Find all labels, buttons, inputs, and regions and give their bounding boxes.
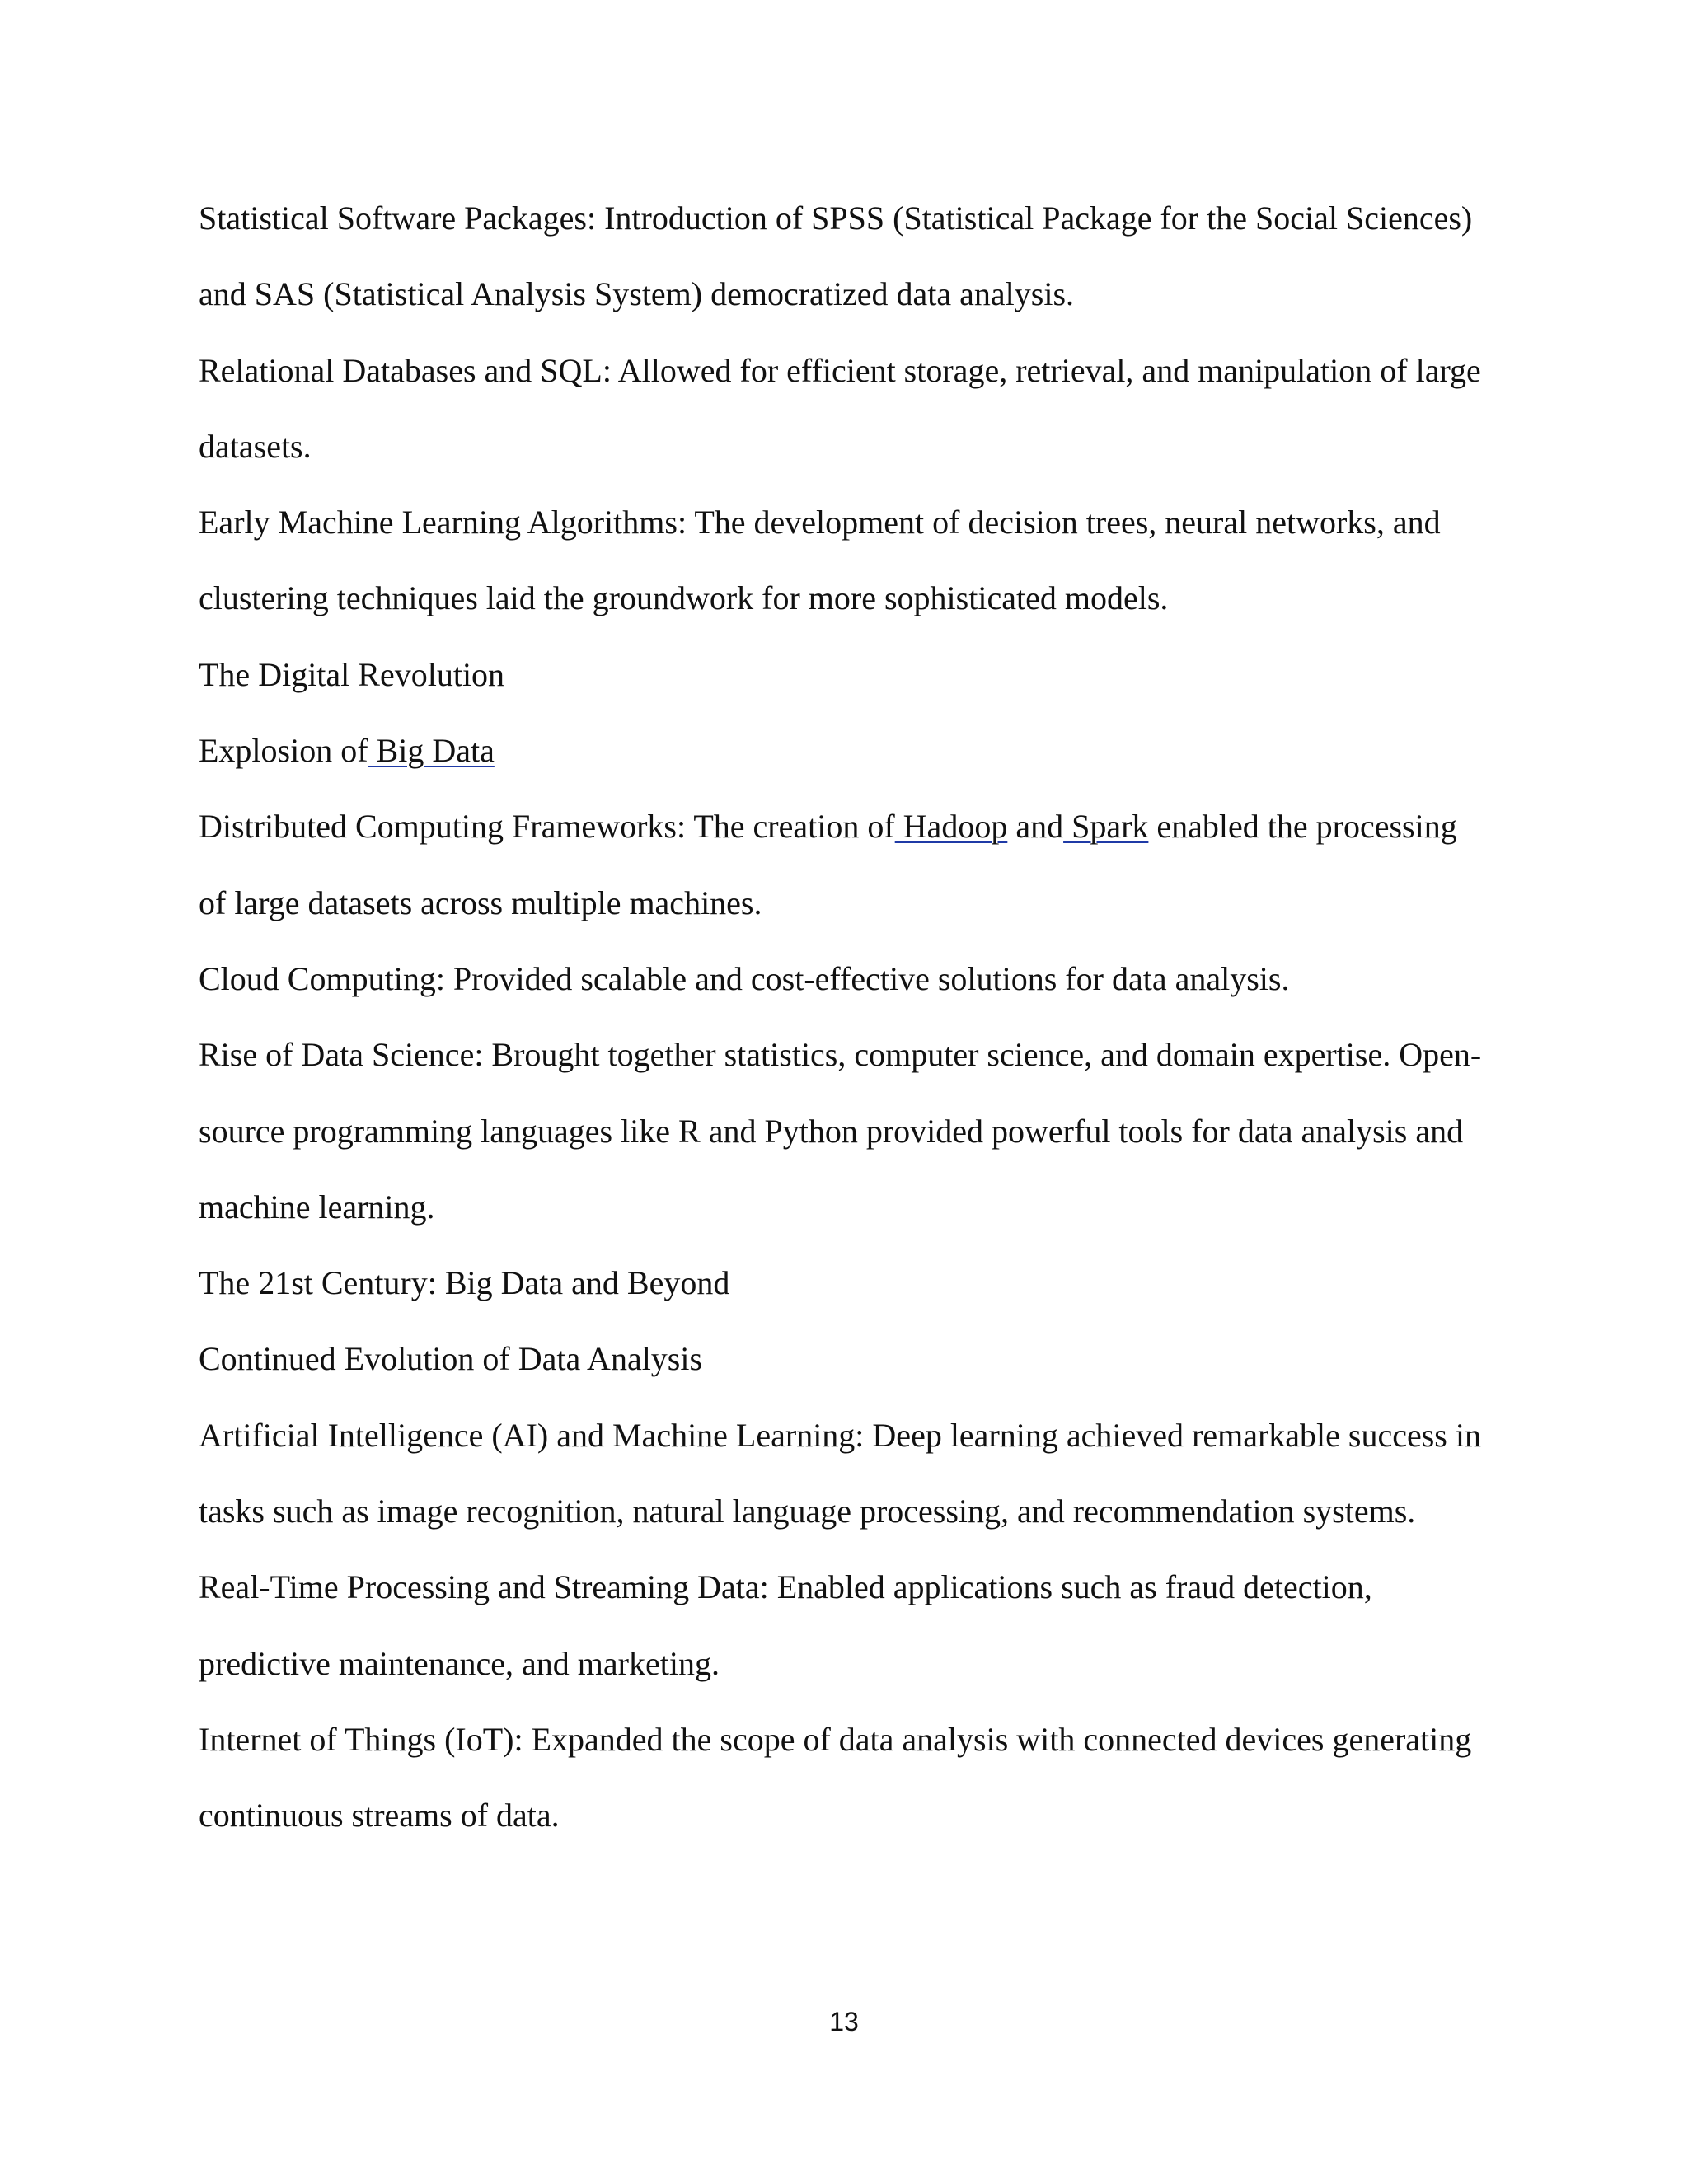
text-line-image-recognition: tasks such as image recognition, natural language processing, and recommendation systems. [199,1493,1416,1530]
page-number: 13 [829,2007,859,2036]
link-spark[interactable]: Spark [1063,808,1149,846]
text-line-rise-data-science: Rise of Data Science: Brought together statistics, computer science, and domain expertise. Open- [199,1036,1482,1074]
text-line-explosion-big-data [199,722,1517,798]
text-line-early-ml: Early Machine Learning Algorithms: The development of decision trees, neural networks, and [199,504,1441,541]
link-big-data[interactable]: Big Data [368,732,495,770]
heading-21st-century: The 21st Century: Big Data and Beyond [199,1264,730,1302]
text-line-iot: Internet of Things (IoT): Expanded the scope of data analysis with connected devices generating [199,1720,1472,1758]
heading-digital-revolution: The Digital Revolution [199,655,505,693]
link-hadoop[interactable]: Hadoop [894,808,1008,846]
text-line-datasets: datasets. [199,427,312,465]
text-line-ai-ml: Artificial Intelligence (AI) and Machine Learning: Deep learning achieved remarkable success in [199,1416,1481,1454]
text-line-cloud-computing: Cloud Computing: Provided scalable and cost-effective solutions for data analysis. [199,959,1290,997]
text-explosion-prefix: Explosion of [199,732,368,770]
text-and: and [1007,808,1064,846]
text-line-continuous-streams: continuous streams of data. [199,1797,560,1835]
text-line-clustering: clustering techniques laid the groundwork for more sophisticated models. [199,579,1169,617]
text-line-open-source: source programming languages like R and Python provided powerful tools for data analysis and [199,1112,1464,1150]
page-body [199,190,1517,1863]
text-line-relational-databases: Relational Databases and SQL: Allowed for efficient storage, retrieval, and manipulation of large [199,351,1481,389]
text-line-predictive-maintenance: predictive maintenance, and marketing. [199,1644,720,1682]
text-line-distributed-computing [199,798,1517,874]
text-line-large-datasets: of large datasets across multiple machines. [199,883,762,921]
text-distributed-prefix: Distributed Computing Frameworks: The creation of [199,808,895,846]
text-line-sas: and SAS (Statistical Analysis System) democratized data analysis. [199,275,1075,313]
text-distributed-suffix: enabled the processing [1148,808,1457,846]
text-line-real-time: Real-Time Processing and Streaming Data: Enabled applications such as fraud detection, [199,1568,1372,1606]
text-line-machine-learning: machine learning. [199,1188,435,1226]
heading-continued-evolution: Continued Evolution of Data Analysis [199,1340,703,1378]
text-line-spss: Statistical Software Packages: Introduction of SPSS (Statistical Package for the Social Sciences) [199,199,1473,237]
